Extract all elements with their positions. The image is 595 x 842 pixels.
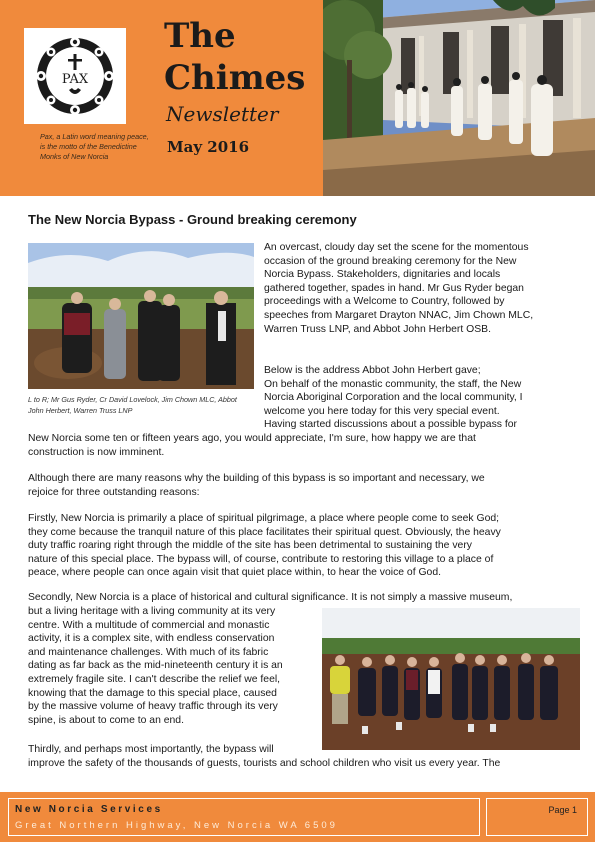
paragraph-thirdly-first-line: Thirdly, and perhaps most importantly, the bypass will xyxy=(28,744,274,755)
paragraph-secondly xyxy=(28,605,314,727)
text-line: Below is the address Abbot John Herbert gave; xyxy=(264,365,481,376)
masthead-panel xyxy=(0,0,323,196)
text-line: extremely fragile site. I can't describe the relief we feel, xyxy=(28,673,281,685)
article-headline: The New Norcia Bypass - Ground breaking ceremony xyxy=(28,212,357,227)
paragraph-reasons xyxy=(28,472,568,499)
ground-breaking-image xyxy=(28,243,254,389)
text-line: spine, is about to come to an end. xyxy=(28,714,184,726)
text-line: New Norcia some ten or fifteen years ago, you would appreciate, I'm sure, how happy we are that xyxy=(28,433,476,444)
monks-photo xyxy=(323,0,595,196)
paragraph-address-intro xyxy=(264,364,564,432)
title-chimes: Chimes xyxy=(164,58,306,98)
dignitaries-group-image xyxy=(322,608,580,750)
text-line: dating as far back as the mid-nineteenth century it is an xyxy=(28,660,283,672)
text-line: centre. With a multitude of commercial and monastic xyxy=(28,619,270,631)
logo-caption: Pax, a Latin word meaning peace, is the motto of the Benedictine Monks of New Norcia xyxy=(40,132,149,161)
footer-contact-box xyxy=(8,798,480,836)
page-number: Page 1 xyxy=(548,805,577,815)
paragraph-firstly xyxy=(28,512,568,580)
text-line: nature of this special place. The bypass will, of course, contribute to restoring this village to a place of xyxy=(28,553,494,565)
issue-date: May 2016 xyxy=(167,138,250,156)
masthead xyxy=(0,0,595,196)
text-line: occasion of the ground breaking ceremony for the New xyxy=(264,255,517,267)
dignitaries-photo xyxy=(322,608,580,750)
paragraph-intro xyxy=(264,241,564,336)
text-line: Firstly, New Norcia is primarily a place of spiritual pilgrimage, a place where people come to seek God; xyxy=(28,513,500,524)
text-line: speeches from Margaret Drayton NNAC, Jim Chown MLC, xyxy=(264,309,534,321)
text-line: construction is now imminent. xyxy=(28,446,165,458)
pax-logo xyxy=(24,28,126,124)
newsletter-subtitle: Newsletter xyxy=(166,102,279,126)
ceremony-photo xyxy=(28,243,254,389)
page-footer xyxy=(0,792,595,842)
text-line: and maintenance challenges. With much of its fabric xyxy=(28,646,269,658)
monks-procession-image xyxy=(323,0,595,196)
text-line: duty traffic roaring right through the middle of the site has been detrimental to sustaining the very xyxy=(28,540,472,552)
text-line: but a living heritage with a living community at its very xyxy=(28,606,276,617)
text-line: welcome you here today for this very special event. xyxy=(264,405,500,417)
pax-logo-icon xyxy=(24,28,126,124)
logo-text: PAX xyxy=(61,72,89,87)
paragraph-thirdly-second-line: improve the safety of the thousands of guests, tourists and school children who visit us every year. The xyxy=(28,758,501,769)
paragraph-address-continued xyxy=(28,432,568,459)
text-line: by the massive volume of heavy traffic through its very xyxy=(28,701,278,713)
text-line: Warren Truss LNP, and Abbot John Herbert OSB. xyxy=(264,323,491,335)
text-line: On behalf of the monastic community, the staff, the New xyxy=(264,378,522,390)
text-line: they come because the tranquil nature of this place facilitates their spiritual quest. Obviously, the heavy xyxy=(28,526,501,538)
footer-organisation: New Norcia Services xyxy=(15,804,163,815)
text-line: gathered together, spades in hand. Mr Gus Ryder began xyxy=(264,282,524,294)
text-line: knowing that the damage to this special place, caused xyxy=(28,687,277,699)
text-line: Having started discussions about a possible bypass for xyxy=(264,419,517,431)
text-line: rejoice for three outstanding reasons: xyxy=(28,486,200,498)
text-line: activity, it is a complex site, with endless conservation xyxy=(28,633,275,645)
text-line: Norcia Aboriginal Corporation and the local community, I xyxy=(264,392,523,404)
text-line: proceedings with a Welcome to Country, followed by xyxy=(264,296,505,308)
photo-caption: L to R; Mr Gus Ryder, Cr David Lovelock, Jim Chown MLC, Abbot John Herbert, Warren Truss LNP xyxy=(28,395,237,415)
text-line: An overcast, cloudy day set the scene for the momentous xyxy=(264,242,529,253)
footer-address: Great Northern Highway, New Norcia WA 6509 xyxy=(15,820,338,831)
text-line: Norcia Bypass. Stakeholders, dignitaries and locals xyxy=(264,269,501,281)
text-line: Although there are many reasons why the building of this bypass is so important and necessary, we xyxy=(28,473,485,484)
title-the: The xyxy=(164,16,236,56)
footer-page-box xyxy=(486,798,588,836)
text-line: peace, where people can once again visit that quiet place within, to hear the voice of God. xyxy=(28,567,442,579)
paragraph-secondly-first-line: Secondly, New Norcia is a place of historical and cultural significance. It is not simply a massive museum, xyxy=(28,592,513,603)
